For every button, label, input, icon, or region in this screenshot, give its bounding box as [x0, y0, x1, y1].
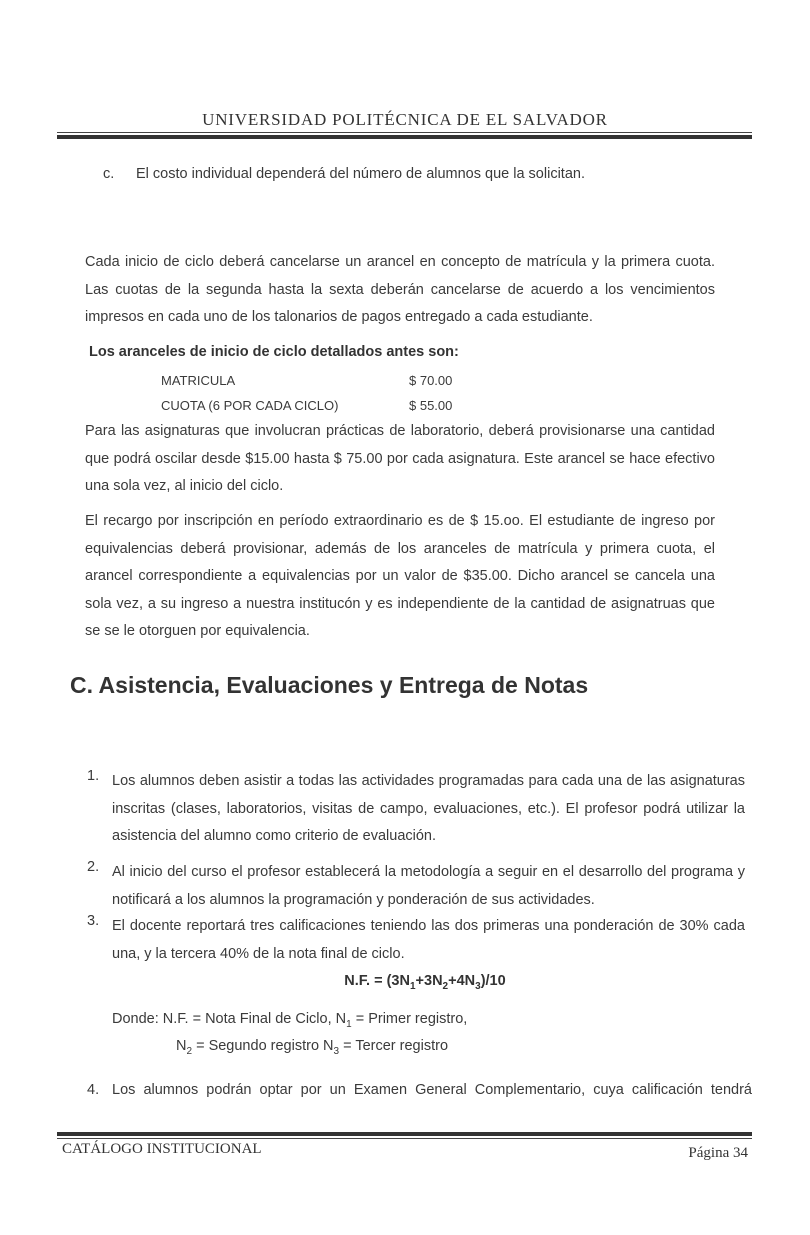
list-item-text: Los alumnos podrán optar por un Examen General Complementario, cuya calificación tendrá — [112, 1082, 752, 1098]
fee-label-cuota: CUOTA (6 POR CADA CICLO) — [161, 398, 339, 413]
paragraph-recargo: El recargo por inscripción en período extraordinario es de $ 15.oo. El estudiante de ingreso por equivalencias deberá provisionar, además de los aranceles de matrícula y primera cuota, el arancel correspondiente a equivalencias por un valor de $35.00. Dicho arancel se cancela una sola vez, a su ingreso a nuestra institucón y es independiente de la cantidad de asignatruas que se se le otorguen por equivalencia. — [85, 513, 715, 639]
list-item-text: Al inicio del curso el profesor establecerá la metodología a seguir en el desarrollo del programa y notificará a los alumnos la programación y ponderación de sus actividades. — [112, 864, 745, 908]
header-rule-thin — [57, 132, 752, 133]
paragraph-laboratorio: Para las asignaturas que involucran prácticas de laboratorio, deberá provisionarse una cantidad que podrá oscilar desde $15.00 hasta $ 75.00 por cada asignatura. Este arancel se hace efectivo una sola vez, al inicio del ciclo. — [85, 423, 715, 494]
section-heading: C. Asistencia, Evaluaciones y Entrega de Notas — [70, 672, 589, 698]
footer-page-number: Página 34 — [688, 1145, 748, 1161]
paragraph-matricula: Cada inicio de ciclo deberá cancelarse un arancel en concepto de matrícula y la primera cuota. Las cuotas de la segunda hasta la sexta deberán cancelarse de acuerdo a los vencimientos impresos en cada uno de los talonarios de pagos entregado a cada estudiante. — [85, 254, 715, 325]
fee-label-matricula: MATRICULA — [161, 373, 236, 388]
list-item-number: 1. — [87, 768, 100, 784]
page-header-title: UNIVERSIDAD POLITÉCNICA DE EL SALVADOR — [202, 110, 608, 129]
formula-legend-line-1: Donde: N.F. = Nota Final de Ciclo, $N_1$ = Primer registro, — [112, 1011, 468, 1030]
grade-formula: N.F. = $(3N_1+3N_2+4N_3)/10$ — [344, 973, 506, 992]
fees-heading: Los aranceles de inicio de ciclo detallados antes son: — [89, 344, 459, 360]
list-item-number: 2. — [87, 859, 100, 875]
list-item-number: 4. — [87, 1082, 100, 1098]
item-c-text: El costo individual dependerá del número de alumnos que la solicitan. — [136, 166, 585, 182]
formula-legend-line-2: $N_2$ = Segundo registro $N_3$ = Tercer registro — [176, 1038, 449, 1057]
list-item-text: Los alumnos deben asistir a todas las actividades programadas para cada una de las asignaturas inscritas (clases, laboratorios, visitas de campo, evaluaciones, etc.). El profesor podrá utilizar la asistencia del alumno como criterio de evaluación. — [112, 773, 745, 844]
footer-catalog-label: CATÁLOGO INSTITUCIONAL — [62, 1141, 262, 1157]
fee-amount-cuota: $ 55.00 — [409, 398, 453, 413]
footer-rule-thick — [57, 1132, 752, 1136]
list-item-text: El docente reportará tres calificaciones teniendo las dos primeras una ponderación de 30% cada una, y la tercera 40% de la nota final de ciclo. — [112, 918, 745, 962]
fee-amount-matricula: $ 70.00 — [409, 373, 453, 388]
footer-rule-thin — [57, 1138, 752, 1139]
list-item-number: 3. — [87, 913, 100, 929]
header-rule-thick — [57, 135, 752, 139]
item-c-marker: c. — [103, 166, 115, 182]
